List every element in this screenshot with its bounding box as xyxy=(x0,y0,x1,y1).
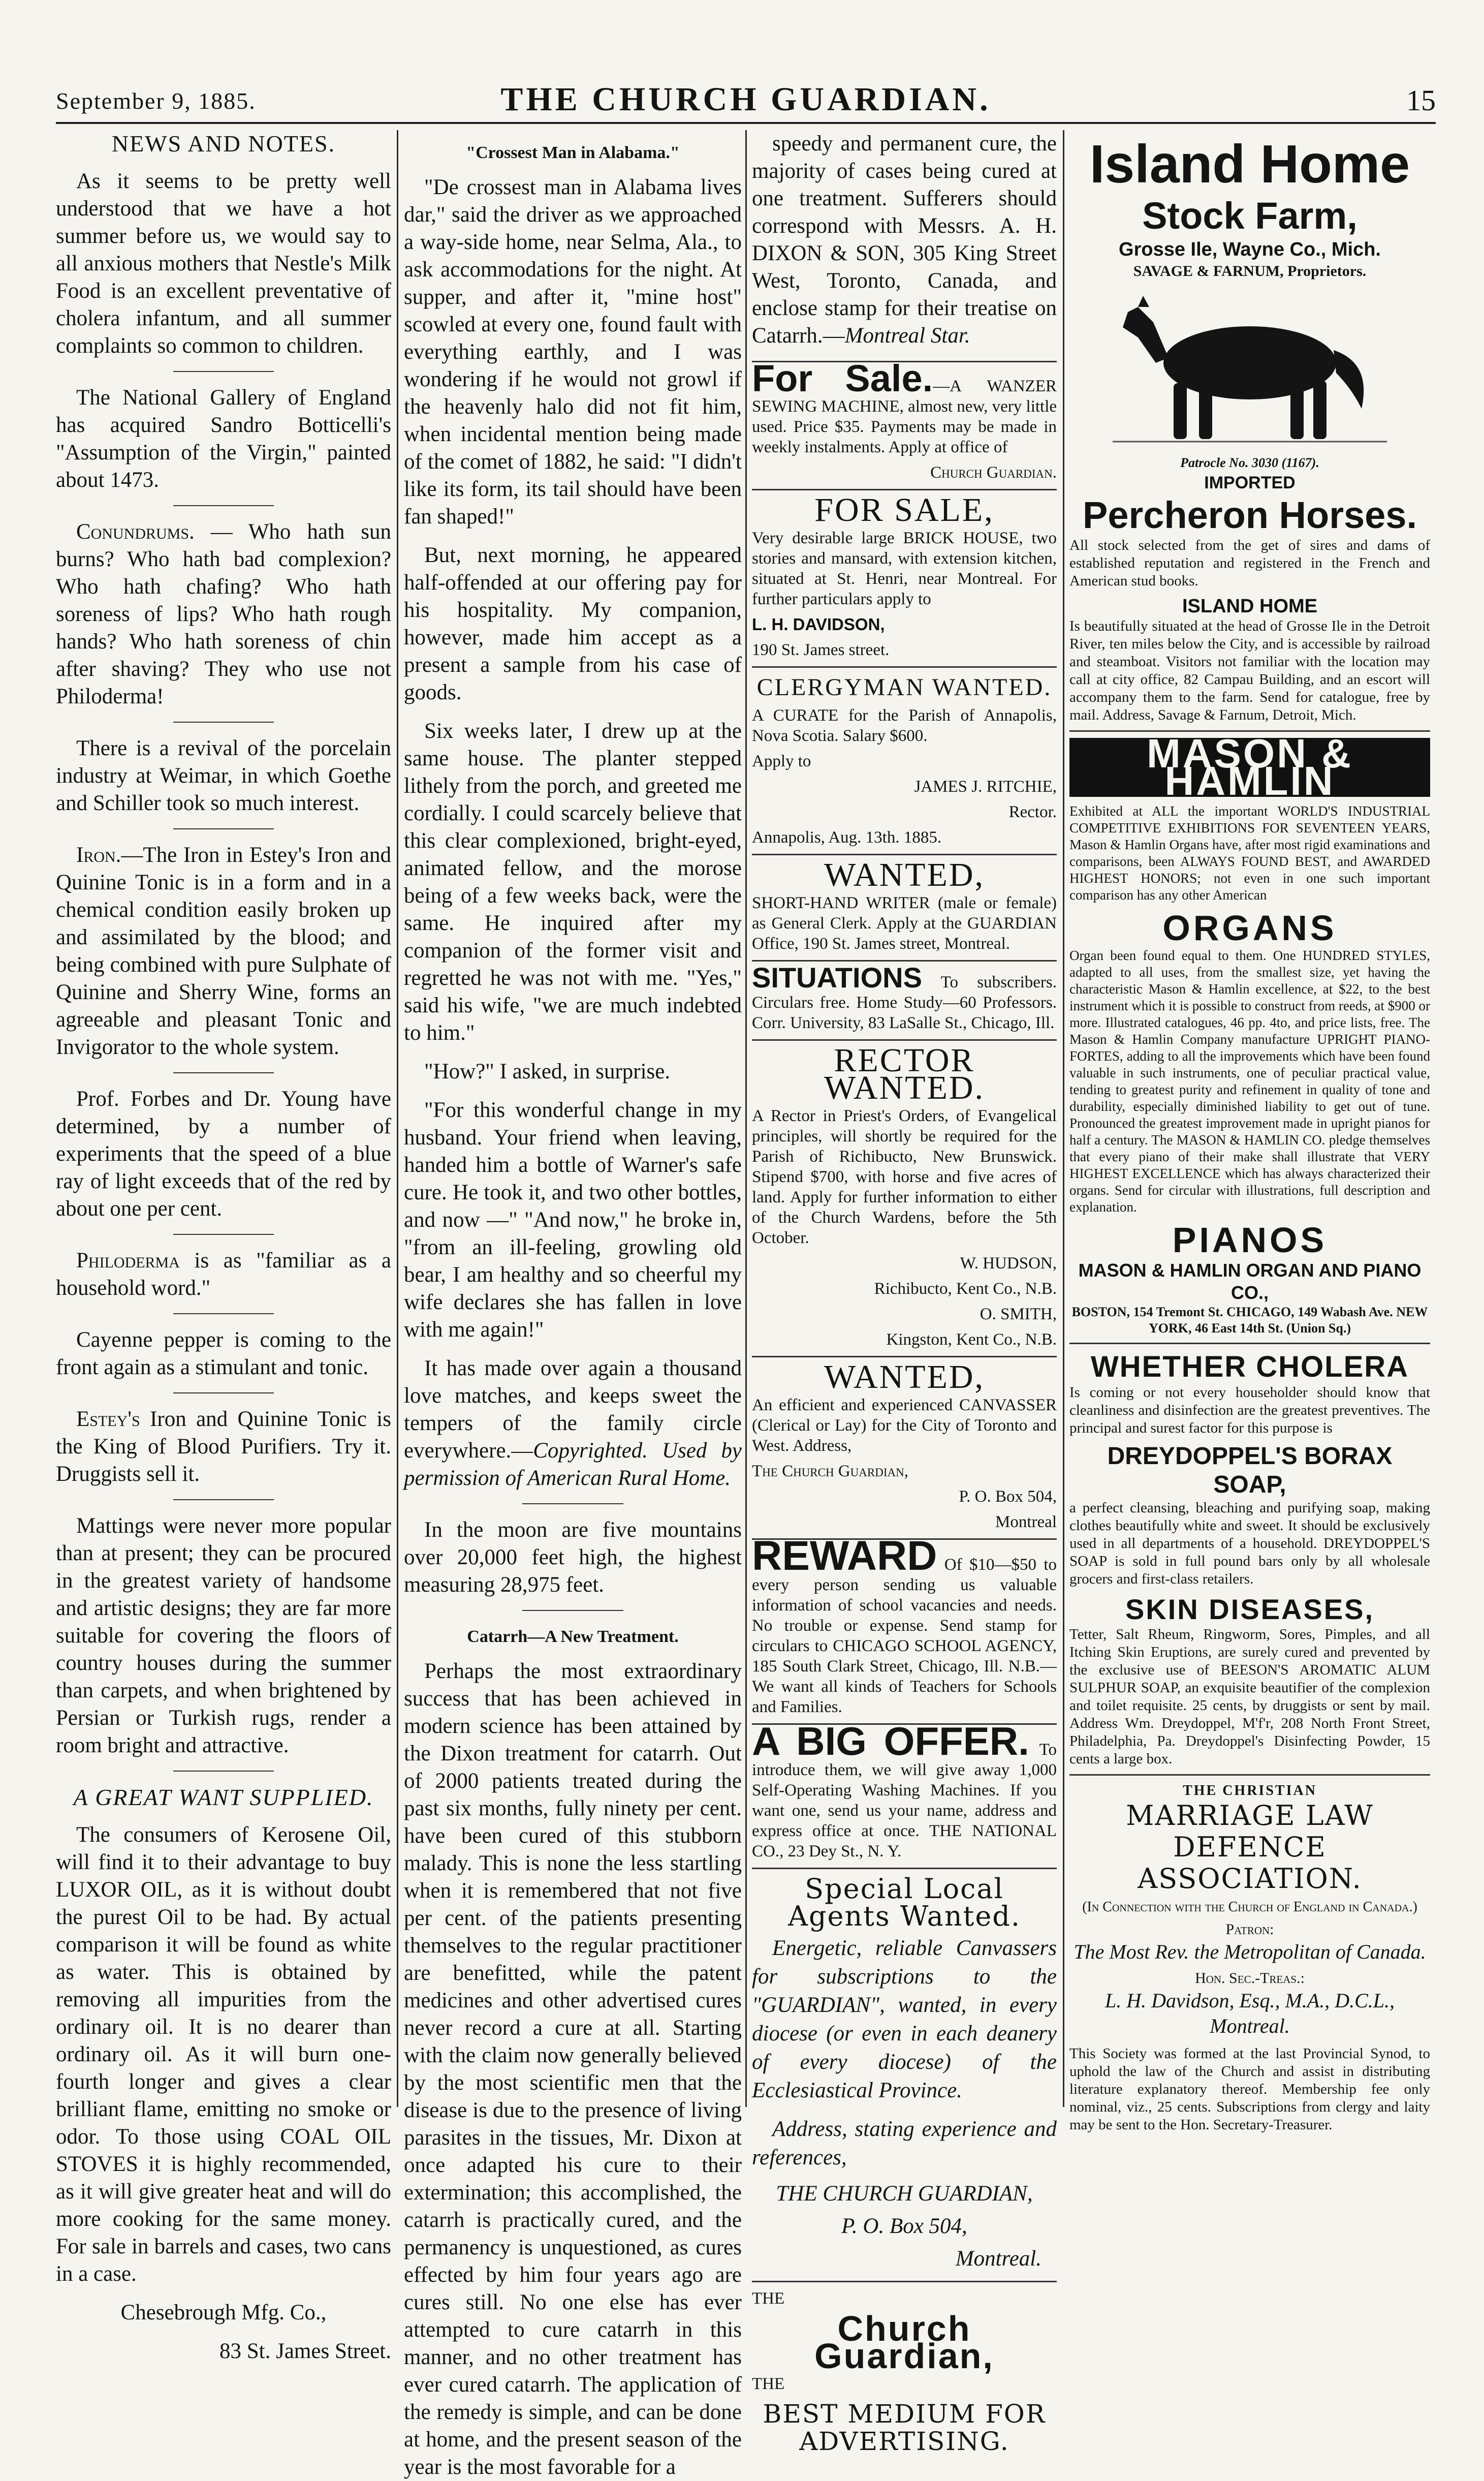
ad-text: SHORT-HAND WRITER (male or female) as General Clerk. Apply at the GUARDIAN Office, 190 St. James street, Montreal. xyxy=(752,894,1057,953)
article-paragraph: "How?" I asked, in surprise. xyxy=(424,1060,671,1083)
ad-signature: Rector. xyxy=(1008,803,1057,821)
divider xyxy=(1069,1774,1430,1776)
news-item: Mattings were never more popular than at present; they can be procured in the greatest variety of handsome and artistic designs; they are far more suitable for covering the floors of country houses during the summer than carpets, and when brightened by Persian or Turkish rugs, render a room bright and attractive. xyxy=(56,1514,391,1757)
ad-text: All stock selected from the get of sires and dams of established reputation and registered in the French and American stud books. xyxy=(1069,537,1430,589)
ad-text: A Rector in Priest's Orders, of Evangelical principles, will shortly be required for the Parish of Richibucto, New Brunswick. Stipend $700, with horse and five acres of land. Apply for further information to either of the Church Wardens, before the 5th October. xyxy=(752,1107,1057,1247)
article-credit: Montreal Star. xyxy=(844,324,970,348)
ad-text: BOSTON, 154 Tremont St. CHICAGO, 149 Wabash Ave. NEW YORK, 46 East 14th St. (Union Sq.) xyxy=(1071,1305,1428,1336)
divider xyxy=(173,1499,274,1500)
divider xyxy=(173,1072,274,1073)
ad-text: Of $10—$50 to every person sending us valuable information of school vacancies and needs. No trouble or expense. Send stamp for circulars to CHICAGO SCHOOL AGENCY, 185 South Clark Street, Chicago, Ill. N.B.—We want all kinds of Teachers for Schools and Families. xyxy=(752,1556,1057,1716)
ad-signature: P. O. Box 504, xyxy=(959,1487,1057,1506)
divider xyxy=(752,854,1057,855)
ad-headline: Church Guardian, xyxy=(814,2309,994,2376)
news-item xyxy=(56,1406,391,1488)
ad-text: Montreal. xyxy=(1210,2014,1290,2037)
news-item: The consumers of Kerosene Oil, will find it to their advantage to buy LUXOR OIL, as it is without doubt the purest Oil to be had. By actual comparison it will be found as white as water. This is obtained by removing all impurities from the ordinary oil. It is no dearer than ordinary oil. As it will burn one-fourth longer and gives a clear brilliant flame, emitting no smoke or odor. To those using COAL OIL STOVES it is highly recommended, as it will give greater heat and will do more cooking for the same money. For sale in barrels and cases, two cans in a case. xyxy=(56,1823,391,2286)
article-paragraph xyxy=(752,130,1057,350)
divider xyxy=(752,1356,1057,1357)
ad-headline: CLERGYMAN WANTED. xyxy=(756,674,1052,701)
ad-text: Patron: xyxy=(1225,1921,1274,1938)
ad-text: Grosse Ile, Wayne Co., Mich. xyxy=(1119,239,1381,260)
ad-signature: THE CHURCH GUARDIAN, xyxy=(776,2182,1033,2206)
ad-headline: MASON & HAMLIN ORGAN AND PIANO CO., xyxy=(1078,1260,1422,1303)
divider xyxy=(522,1503,624,1504)
divider xyxy=(1069,1343,1430,1344)
item-lead: Estey's xyxy=(76,1407,140,1431)
ad-headline: WANTED, xyxy=(824,856,985,893)
image-caption: Patrocle No. 3030 (1167). xyxy=(1180,455,1319,470)
ad-text: Exhibited at ALL the important WORLD'S INDUSTRIAL COMPETITIVE EXHIBITIONS FOR SEVENTEEN YEARS, Mason & Hamlin Organs have, after most rigid examinations and comparisons, been ALWAYS FOUND BEST, and AWARDED HIGHEST HONORS; not even in one such important comparison has any other American xyxy=(1069,803,1430,903)
ad-text: Is beautifully situated at the head of Grosse Ile in the Detroit River, ten miles below the City, and is accessible by railroad and steamboat. Visitors not familiar with the location may call at city office, 82 Campau Building, and an escort will accompany them to the farm. Send for catalogue, free by mail. Address, Savage & Farnum, Detroit, Mich. xyxy=(1069,618,1430,723)
ad-headline: A BIG OFFER. xyxy=(752,1719,1029,1763)
divider xyxy=(752,2281,1057,2282)
divider xyxy=(752,489,1057,490)
article-text: speedy and permanent cure, the majority of cases being cured at one treatment. Sufferers should correspond with Messrs. A. H. DIXON & SON, 305 King Street West, Toronto, Canada, and enclose stamp for their treatise on Catarrh.— xyxy=(752,132,1057,348)
ad-headline: Percheron Horses. xyxy=(1082,494,1417,536)
classified-ad xyxy=(752,962,1057,1033)
column-2 xyxy=(404,130,742,2479)
ad-headline: REWARD xyxy=(752,1533,937,1579)
page-number: 15 xyxy=(1406,84,1436,117)
ad-headline: DREYDOPPEL'S BORAX SOAP, xyxy=(1107,1443,1393,1498)
ad-signature: JAMES J. RITCHIE, xyxy=(914,778,1057,796)
ad-signature: 190 St. James street. xyxy=(752,641,890,659)
column-rule xyxy=(1063,130,1064,2107)
ad-headline: Island Home xyxy=(1089,134,1410,194)
news-item: Prof. Forbes and Dr. Young have determined, by a number of experiments that the speed of a blue ray of light exceeds that of the red by about one per cent. xyxy=(56,1087,391,1221)
ad-text: SAVAGE & FARNUM, Proprietors. xyxy=(1133,263,1367,280)
item-lead: Iron. xyxy=(76,843,121,867)
ad-text: Apply to xyxy=(752,752,811,770)
ad-text: This Society was formed at the last Provincial Synod, to uphold the law of the Church and assist in distributing literature explanatory thereof. Membership fee only nominal, viz., 25 cents. Subscriptions from clergy and laity may be sent to the Hon. Secretary-Treasurer. xyxy=(1069,2045,1430,2133)
divider xyxy=(752,666,1057,668)
ad-text: Very desirable large BRICK HOUSE, two stories and mansard, with extension kitchen, situated at St. Henri, near Montreal. For further particulars apply to xyxy=(752,529,1057,608)
ad-headline: RECTOR WANTED. xyxy=(824,1042,985,1106)
column-1 xyxy=(56,130,391,2363)
divider xyxy=(752,1039,1057,1041)
ad-signature: Montreal. xyxy=(955,2247,1041,2271)
article-paragraph: "De crossest man in Alabama lives dar," said the driver as we approached a way-side home, near Selma, Ala., to ask accommodations for the night. At supper, and after it, "mine host" scowled at every one, found fault with everything earthly, and I was wondering if he would not growl if the heavenly halo did not fit him, when incidental mention being made of the comet of 1882, he said: "I didn't like its form, its tail should have been fan shaped!" xyxy=(404,175,742,529)
article-paragraph: Perhaps the most extraordinary success that has been achieved in modern science has been attained by the Dixon treatment for catarrh. Out of 2000 patients treated during the past six months, fully ninety per cent. have been cured of this stubborn malady. This is none the less startling when it is remembered that not five per cent. of the patients presenting themselves to the regular practitioner are benefitted, while the patent medicines and other advertised cures never record a cure at all. Starting with the claim now generally believed by the most scientific men that the disease is due to the presence of living parasites in the tissues, Mr. Dixon at once adapted his cure to their extermination; this accomplished, the catarrh is practically cured, and the permanency is unquestioned, as cures effected by him four years ago are cures still. No one else has ever attempted to cure catarrh in this manner, and no other treatment has ever cured catarrh. The application of the remedy is simple, and can be done at home, and the present season of the year is the most favorable for a xyxy=(404,1659,742,2479)
article-paragraph: But, next morning, he appeared half-offended at our offering pay for his hospitality. My companion, however, made him accept as a present a sample from his case of goods. xyxy=(404,543,742,704)
ad-text: To subscribers. Circulars free. Home Study—60 Professors. Corr. University, 83 LaSalle St., Chicago, Ill. xyxy=(752,973,1057,1032)
divider xyxy=(173,722,274,723)
ad-signature: The Church Guardian, xyxy=(752,1462,908,1480)
ad-signature: O. SMITH, xyxy=(980,1305,1057,1323)
article-heading: "Crossest Man in Alabama." xyxy=(466,143,680,162)
horse-illustration xyxy=(1108,287,1392,449)
ad-headline: BEST MEDIUM FOR ADVERTISING. xyxy=(763,2399,1046,2456)
divider xyxy=(173,1771,274,1772)
ad-signature: Kingston, Kent Co., N.B. xyxy=(886,1330,1057,1349)
issue-date: September 9, 1885. xyxy=(56,88,256,114)
column-rule xyxy=(397,130,398,2107)
ad-text: L. H. Davidson, Esq., M.A., D.C.L., xyxy=(1104,1989,1395,2012)
ad-text: Annapolis, Aug. 13th. 1885. xyxy=(752,828,942,847)
ad-headline: PIANOS xyxy=(1172,1220,1328,1260)
ad-headline: ASSOCIATION. xyxy=(1138,1863,1362,1895)
ad-signature: Church Guardian. xyxy=(930,463,1057,482)
section-heading: NEWS AND NOTES. xyxy=(111,131,336,157)
ad-text: Organ been found equal to them. One HUNDRED STYLES, adapted to all uses, from the smallest size, yet having the characteristic Mason & Hamlin excellence, at $22, to the best instrument which it is possible to construct from reeds, at $900 or more. Illustrated catalogues, 46 pp. 4to, and price lists, free. The Mason & Hamlin Company manufacture UPRIGHT PIANO-FORTES, adding to all the improvements which have been found valuable in such instruments, one of peculiar practical value, tending to greatest purity and refinement in quality of tone and durability, especially diminished liability to get out of tune. Pronounced the greatest improvement made in upright pianos for half a century. The MASON & HAMLIN CO. pledge themselves that every piano of their make shall illustrate that VERY HIGHEST EXCELLENCE which has always characterized their organs. Send for circular with illustrations, full description and explanation. xyxy=(1069,948,1430,1215)
ad-headline: WHETHER CHOLERA xyxy=(1090,1350,1409,1383)
column-3 xyxy=(752,130,1057,2456)
ad-headline: WANTED, xyxy=(824,1358,985,1395)
ad-headline: MARRIAGE LAW DEFENCE xyxy=(1126,1800,1374,1863)
article-text: It has made over again a thousand love matches, and keeps sweet the tempers of the family circle everywhere.— xyxy=(404,1356,742,1463)
news-item xyxy=(56,842,391,1061)
column-rule xyxy=(745,130,747,2107)
ad-signature: L. H. DAVIDSON, xyxy=(752,615,885,634)
ad-headline: ISLAND HOME xyxy=(1182,596,1317,617)
ad-text: Is coming or not every householder should know that cleanliness and disinfection are the greatest preventives. The principal and surest factor for this purpose is xyxy=(1069,1384,1430,1436)
ad-signature: Richibucto, Kent Co., N.B. xyxy=(874,1280,1057,1298)
divider xyxy=(173,505,274,506)
item-text: is as "familiar as a household word." xyxy=(56,1249,391,1300)
divider xyxy=(173,1313,274,1314)
item-text: Iron and Quinine Tonic is the King of Blood Purifiers. Try it. Druggists sell it. xyxy=(56,1407,391,1486)
ad-text: The Most Rev. the Metropolitan of Canada. xyxy=(1073,1940,1426,1963)
article-paragraph: "For this wonderful change in my husband. Your friend when leaving, handed him a bottle of Warner's safe cure. He took it, and two other bottles, and now —" "And now," he broke in, "from an ill-feeling, growling old bear, I am healthy and so cheerful my wife declares she has fallen in love with me again!" xyxy=(404,1098,742,1342)
article-paragraph: In the moon are five mountains over 20,000 feet high, the highest measuring 28,975 feet. xyxy=(404,1518,742,1597)
ad-headline: SKIN DISEASES, xyxy=(1125,1593,1375,1625)
ad-text: Energetic, reliable Canvassers for subscriptions to the "GUARDIAN", wanted, in every diocese (or even in each deanery of every diocese) of the Ecclesiastical Province. xyxy=(752,1936,1057,2102)
ad-text: A CURATE for the Parish of Annapolis, Nova Scotia. Salary $600. xyxy=(752,706,1057,745)
news-item: Cayenne pepper is coming to the front again as a stimulant and tonic. xyxy=(56,1328,391,1379)
ad-text: THE CHRISTIAN xyxy=(1183,1783,1317,1798)
article-paragraph xyxy=(404,1355,742,1492)
ad-headline: Special Local Agents Wanted. xyxy=(787,1873,1021,1932)
ad-text: THE xyxy=(752,2375,785,2393)
news-item: There is a revival of the porcelain industry at Weimar, in which Goethe and Schiller took so much interest. xyxy=(56,736,391,815)
divider xyxy=(173,371,274,372)
ad-text: a perfect cleansing, bleaching and purifying soap, making clothes beautifully white and sweet. It should be exclusively used in all departments of a household. DREYDOPPEL'S SOAP is sold in full pound bars only by all wholesale grocers and first-class retailers. xyxy=(1069,1500,1430,1587)
item-text: —The Iron in Estey's Iron and Quinine Tonic is in a form and in a chemical condition easily broken up and assimilated by the blood; and being combined with pure Sulphate of Quinine and Sherry Wine, forms an agreeable and pleasant Tonic and Invigorator to the whole system. xyxy=(56,843,391,1059)
item-lead: Philoderma xyxy=(76,1249,180,1273)
signature: 83 St. James Street. xyxy=(219,2339,391,2363)
ad-headline: ORGANS xyxy=(1162,908,1337,948)
ad-signature: W. HUDSON, xyxy=(960,1254,1057,1273)
classified-ad xyxy=(752,1533,1057,1717)
classified-ad xyxy=(752,1719,1057,1862)
item-text: — Who hath sun burns? Who hath bad complexion? Who hath chafing? Who hath soreness of lips? Who hath rough hands? Who hath soreness of chin after shaving? They who use not Philoderma! xyxy=(56,520,391,708)
ad-text: Tetter, Salt Rheum, Ringworm, Sores, Pimples, and all Itching Skin Eruptions, are surely cured and prevented by the exclusive use of BEESON'S AROMATIC ALUM SULPHUR SOAP, an exquisite beautifier of the complexion and toilet requisite. 25 cents, by druggists or sent by mail. Address Wm. Dreydoppel, M'f'r, 208 North Front Street, Philadelphia, Pa. Dreydoppel's Disinfecting Powder, 15 cents a large box. xyxy=(1069,1626,1430,1767)
ad-signature: Montreal xyxy=(995,1513,1057,1531)
divider xyxy=(173,1392,274,1393)
article-heading: Catarrh—A New Treatment. xyxy=(467,1627,679,1646)
article-paragraph: Six weeks later, I drew up at the same house. The planter stepped lithely from the porch, and greeted me cordially. I could scarcely believe that this clear complexioned, bright-eyed, animated fellow, and the morose being of a few weeks back, were the same. He inquired after my companion of the former visit and regretted he was not with me. "Yes," said his wife, "we are much indebted to him." xyxy=(404,719,742,1045)
section-heading: A GREAT WANT SUPPLIED. xyxy=(73,1784,374,1810)
ad-text: (In Connection with the Church of England in Canada.) xyxy=(1082,1899,1417,1915)
masthead xyxy=(56,76,1436,124)
ad-text: An efficient and experienced CANVASSER (Clerical or Lay) for the City of Toronto and West. Address, xyxy=(752,1396,1057,1455)
ad-headline: SITUATIONS xyxy=(752,962,922,994)
classified-ad xyxy=(752,357,1057,457)
news-item: As it seems to be pretty well understood that we have a hot summer before us, we would say to all anxious mothers that Nestle's Milk Food is an excellent preventative of cholera infantum, and all summer complaints so common to children. xyxy=(56,169,391,358)
item-lead: Conundrums. xyxy=(76,520,195,544)
ad-headline: FOR SALE, xyxy=(814,491,994,529)
divider xyxy=(173,1234,274,1235)
signature: Chesebrough Mfg. Co., xyxy=(120,2301,327,2324)
ad-headline: Stock Farm, xyxy=(1142,195,1357,237)
column-4 xyxy=(1069,130,1430,2133)
ad-text: IMPORTED xyxy=(1204,473,1296,492)
news-item: The National Gallery of England has acquired Sandro Botticelli's "Assumption of the Virgin," painted about 1473. xyxy=(56,386,391,492)
newspaper-title: THE CHURCH GUARDIAN. xyxy=(500,81,991,118)
ad-text: Hon. Sec.-Treas.: xyxy=(1195,1970,1305,1987)
ad-text: —A WANZER SEWING MACHINE, almost new, very little used. Price $35. Payments may be made in weekly instalments. Apply at office of xyxy=(752,377,1057,456)
divider xyxy=(752,1868,1057,1869)
news-item xyxy=(56,518,391,710)
divider xyxy=(522,1610,624,1611)
ad-text: To introduce them, we will give away 1,000 Self-Operating Washing Machines. If you want one, send us your name, address and express office at once. THE NATIONAL CO., 23 Dey St., N. Y. xyxy=(752,1741,1057,1860)
divider xyxy=(173,828,274,829)
ad-banner: MASON & HAMLIN xyxy=(1069,738,1430,797)
news-item xyxy=(56,1247,391,1302)
ad-headline: For Sale. xyxy=(752,357,933,399)
article-credit: Copyrighted. Used by permission of American Rural Home. xyxy=(404,1439,742,1490)
ad-signature: P. O. Box 504, xyxy=(841,2214,967,2238)
ad-text: THE xyxy=(752,2289,785,2308)
ad-text: Address, stating experience and references, xyxy=(752,2117,1057,2169)
